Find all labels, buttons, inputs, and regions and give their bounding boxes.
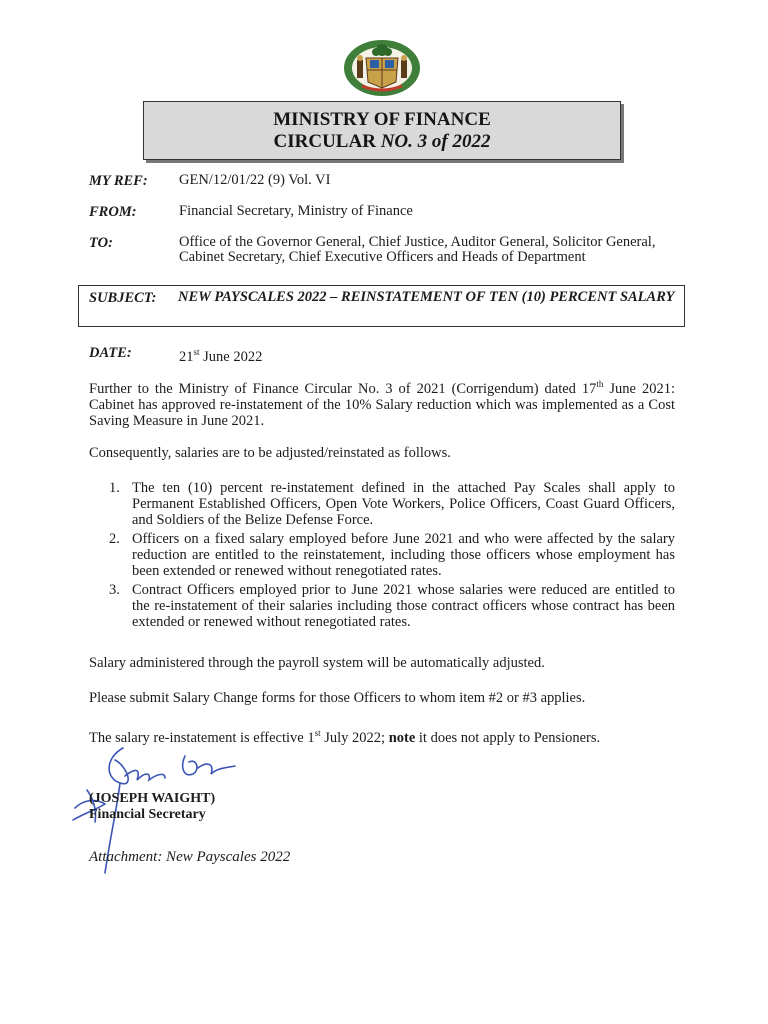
list-item-text: Contract Officers employed prior to June 2021 whose salaries were reduced are entitled to the re-instatement of their salaries including those contract officers whose contract has been extended or renewed without renegotiated rates. <box>132 582 675 630</box>
title-line-2 <box>144 131 620 153</box>
attachment-note: Attachment: New Payscales 2022 <box>89 849 291 865</box>
signatory-title: Financial Secretary <box>89 807 206 822</box>
reinstatement-list <box>89 480 675 633</box>
from-value: Financial Secretary, Ministry of Finance <box>179 203 413 219</box>
title-circular-number: NO. 3 of 2022 <box>380 131 491 152</box>
title-circular-word: CIRCULAR <box>273 131 381 152</box>
title-line-1: MINISTRY OF FINANCE <box>273 109 491 130</box>
effective-note-bold: note <box>388 729 416 746</box>
intro-text-a: Further to the Ministry of Finance Circular No. 3 of 2021 (Corrigendum) dated 17 <box>89 380 597 397</box>
subject-value: NEW PAYSCALES 2022 – REINSTATEMENT OF TEN (10) PERCENT SALARY <box>178 289 675 305</box>
from-label: FROM: <box>89 204 137 220</box>
effective-text-a: The salary re-instatement is effective 1 <box>89 729 315 746</box>
signatory-name: (JOSEPH WAIGHT) <box>89 791 216 806</box>
list-item-number: 2. <box>109 531 120 547</box>
paragraph-payroll: Salary administered through the payroll system will be automatically adjusted. <box>89 655 545 671</box>
circular-title-box <box>143 101 621 160</box>
date-month-year: June 2022 <box>199 348 263 365</box>
to-label: TO: <box>89 235 113 251</box>
list-item-text: The ten (10) percent re-instatement defined in the attached Pay Scales shall apply to Permanent Established Officers, Open Vote Workers, Police Officers, Coast Guard Officers, and Soldiers of the Belize Defense Force. <box>132 480 675 528</box>
date-suffix: st <box>193 347 200 357</box>
subject-box <box>78 285 685 327</box>
list-item <box>89 531 675 579</box>
ref-label: MY REF: <box>89 173 148 189</box>
ref-value: GEN/12/01/22 (9) Vol. VI <box>179 172 331 188</box>
effective-text-b: July 2022; <box>320 729 389 746</box>
signatory-block <box>89 791 215 823</box>
effective-sup: st <box>314 728 321 738</box>
effective-text-c: it does not apply to Pensioners. <box>415 729 601 746</box>
list-item-number: 3. <box>109 582 120 598</box>
date-value <box>179 345 262 365</box>
to-value: Office of the Governor General, Chief Justice, Auditor General, Solicitor General, Cabinet Secretary, Chief Executive Officers and Heads of Department <box>179 234 656 265</box>
list-item-number: 1. <box>109 480 120 496</box>
paragraph-submit-forms: Please submit Salary Change forms for those Officers to whom item #2 or #3 applies. <box>89 690 586 706</box>
intro-sup: th <box>596 379 604 389</box>
list-item <box>89 582 675 630</box>
date-day: 21 <box>179 348 194 365</box>
date-label: DATE: <box>89 345 132 361</box>
list-item-text: Officers on a fixed salary employed before June 2021 and who were affected by the salary reduction are entitled to the reinstatement, including those officers whose employment has been extended or renewed without renegotiated rates. <box>132 531 675 579</box>
paragraph-intro <box>89 376 675 429</box>
paragraph-consequently: Consequently, salaries are to be adjusted/reinstated as follows. <box>89 445 451 461</box>
subject-label: SUBJECT: <box>89 290 157 306</box>
coat-of-arms-seal <box>342 38 422 98</box>
list-item <box>89 480 675 528</box>
intro-text-b: June 2021: Cabinet has approved re-instatement of the 10% Salary reduction which was implemented as a Cost Saving Measure in June 2021. <box>89 380 676 429</box>
